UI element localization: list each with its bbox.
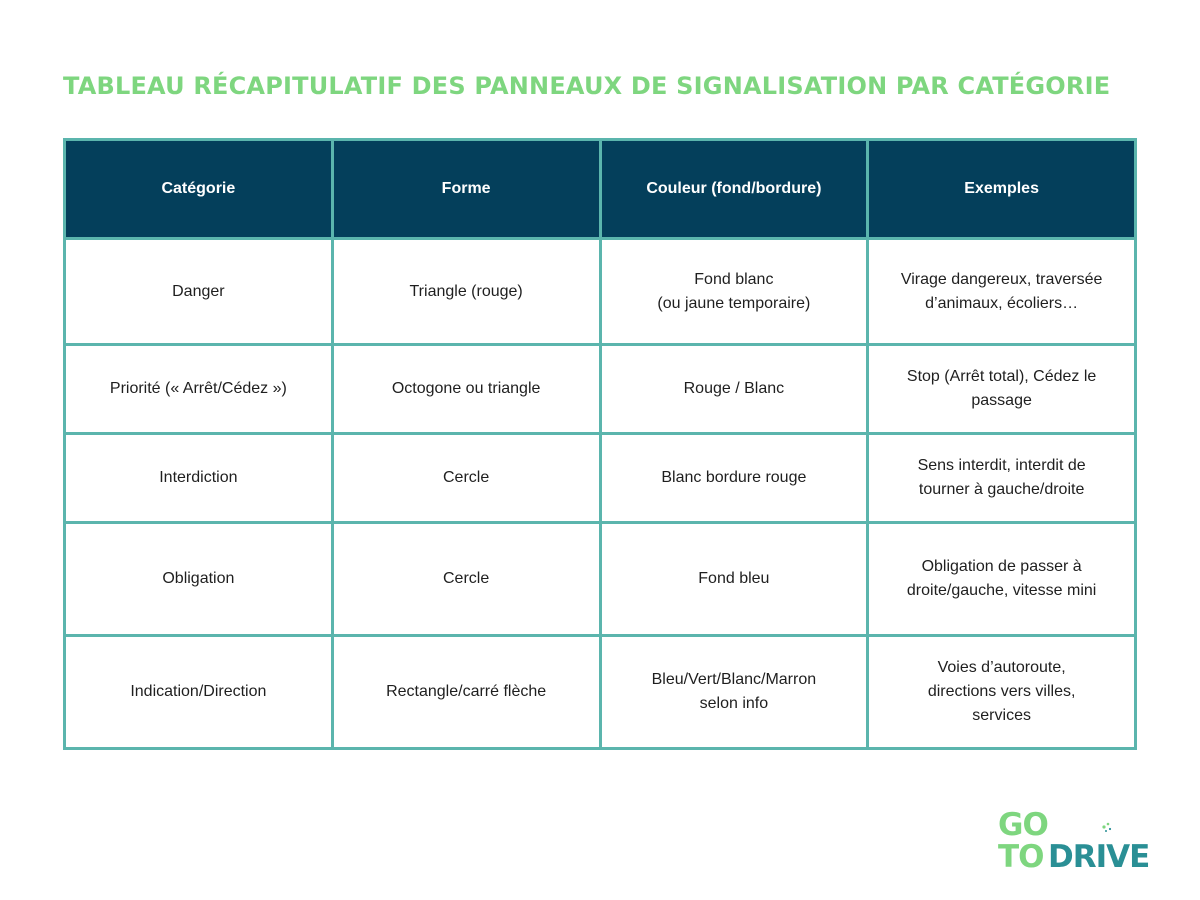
gotodrive-logo — [998, 808, 1158, 880]
cell-examples: Voies d’autoroute, directions vers villes, services — [868, 636, 1136, 749]
cell-color: Bleu/Vert/Blanc/Marron selon info — [600, 636, 868, 749]
cell-category: Priorité (« Arrêt/Cédez ») — [65, 345, 333, 434]
cell-shape: Cercle — [332, 523, 600, 636]
cell-color: Blanc bordure rouge — [600, 434, 868, 523]
header-shape: Forme — [332, 140, 600, 239]
cell-shape: Cercle — [332, 434, 600, 523]
header-category: Catégorie — [65, 140, 333, 239]
signs-summary-table — [63, 138, 1137, 750]
cell-color: Rouge / Blanc — [600, 345, 868, 434]
cell-category: Danger — [65, 239, 333, 345]
logo-go: GO — [998, 807, 1048, 843]
page-title: TABLEAU RÉCAPITULATIF DES PANNEAUX DE SIGNALISATION PAR CATÉGORIE — [63, 72, 1111, 100]
cell-color: Fond bleu — [600, 523, 868, 636]
cell-examples: Stop (Arrêt total), Cédez le passage — [868, 345, 1136, 434]
cell-examples: Obligation de passer à droite/gauche, vitesse mini — [868, 523, 1136, 636]
logo-to: TO — [998, 839, 1044, 875]
header-examples: Exemples — [868, 140, 1136, 239]
cell-category: Interdiction — [65, 434, 333, 523]
cell-shape: Rectangle/carré flèche — [332, 636, 600, 749]
header-color: Couleur (fond/bordure) — [600, 140, 868, 239]
table-row — [65, 523, 1136, 636]
table-row — [65, 345, 1136, 434]
cell-shape: Triangle (rouge) — [332, 239, 600, 345]
table-row — [65, 239, 1136, 345]
cell-examples: Virage dangereux, traversée d’animaux, écoliers… — [868, 239, 1136, 345]
cell-shape: Octogone ou triangle — [332, 345, 600, 434]
table-row — [65, 434, 1136, 523]
cell-color: Fond blanc (ou jaune temporaire) — [600, 239, 868, 345]
table-header-row — [65, 140, 1136, 239]
cell-category: Obligation — [65, 523, 333, 636]
sparkle-icon — [1098, 818, 1118, 838]
cell-category: Indication/Direction — [65, 636, 333, 749]
logo-drive: DRIVE — [1048, 839, 1150, 875]
table-row — [65, 636, 1136, 749]
cell-examples: Sens interdit, interdit de tourner à gauche/droite — [868, 434, 1136, 523]
